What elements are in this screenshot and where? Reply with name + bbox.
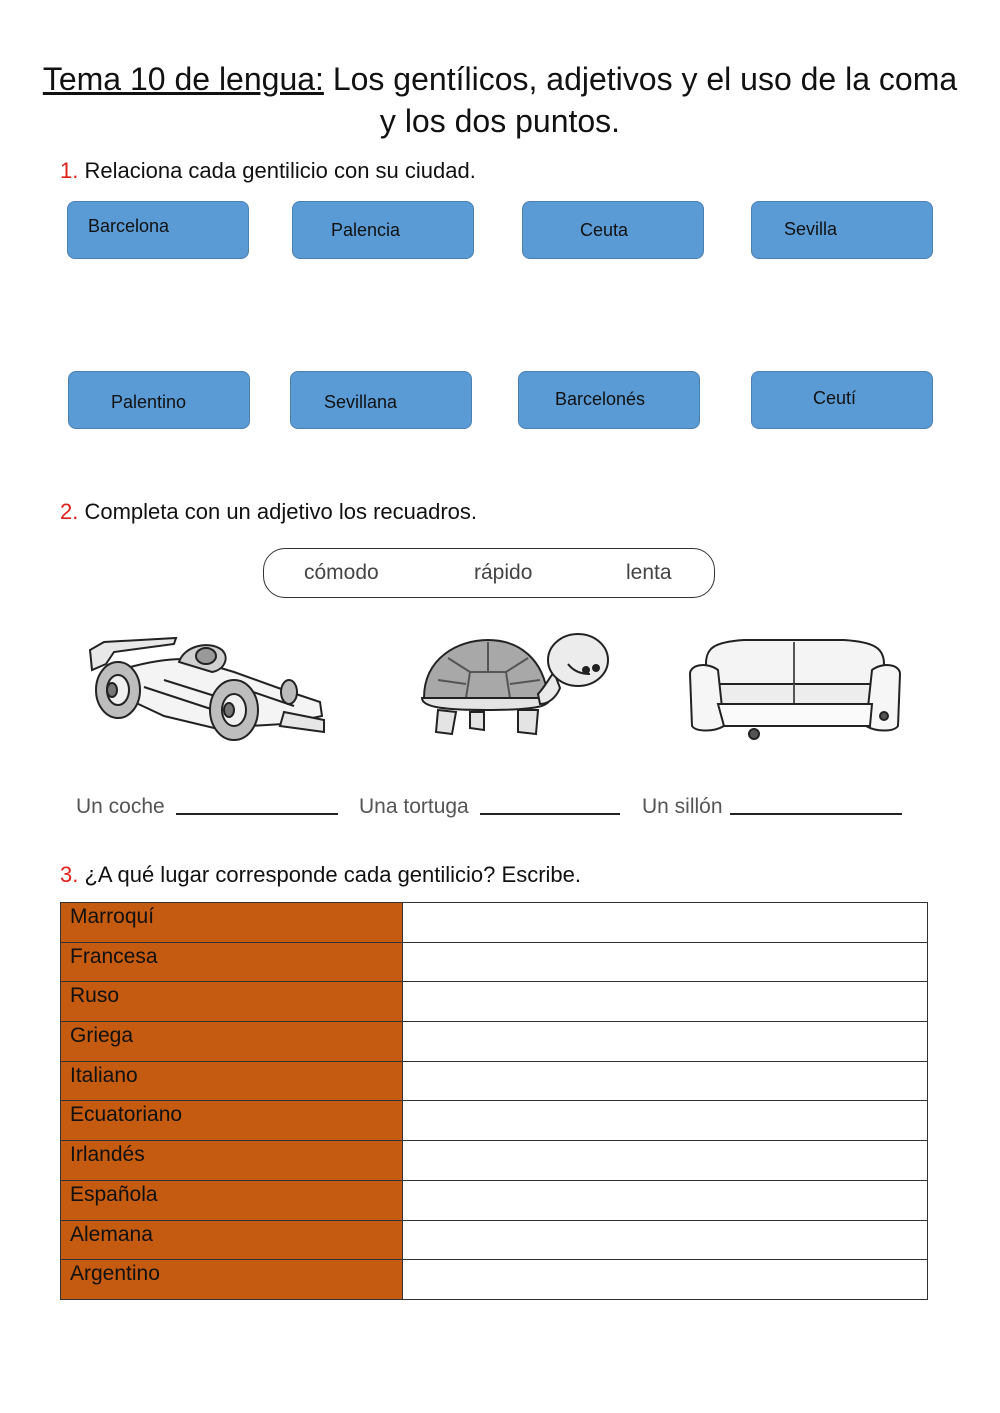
answer-line[interactable] <box>480 813 620 815</box>
table-row <box>61 1180 928 1220</box>
city-label: Ceuta <box>580 220 629 240</box>
question-3 <box>60 862 581 888</box>
gentilicio-cell: Ecuatoriano <box>61 1101 403 1141</box>
answer-cell[interactable] <box>403 903 928 943</box>
gentilicio-cell: Española <box>61 1180 403 1220</box>
answer-cell[interactable] <box>403 1061 928 1101</box>
table-row <box>61 982 928 1022</box>
answer-cell[interactable] <box>403 1022 928 1062</box>
title-topic: Tema 10 de lengua: <box>42 61 324 97</box>
answer-cell[interactable] <box>403 1180 928 1220</box>
gentilicio-cell: Marroquí <box>61 903 403 943</box>
answer-cell[interactable] <box>403 1101 928 1141</box>
gentilicio-card[interactable] <box>518 371 700 429</box>
question-1-number: 1. <box>60 158 79 183</box>
page-title <box>40 58 960 142</box>
gentilicio-cell: Ruso <box>61 982 403 1022</box>
sofa-illustration <box>684 634 906 744</box>
fill-prompt: Un coche <box>76 795 165 818</box>
table-row <box>61 1061 928 1101</box>
gentilicio-card[interactable] <box>751 371 933 429</box>
table-row <box>61 1101 928 1141</box>
city-label: Palencia <box>331 220 401 240</box>
question-3-number: 3. <box>60 862 79 887</box>
answer-line[interactable] <box>730 813 902 815</box>
city-card[interactable] <box>522 201 704 259</box>
question-2-number: 2. <box>60 499 79 524</box>
gentilicio-cell: Argentino <box>61 1260 403 1300</box>
turtle-illustration <box>418 628 614 744</box>
answer-cell[interactable] <box>403 1141 928 1181</box>
answer-cell[interactable] <box>403 1260 928 1300</box>
table-row <box>61 942 928 982</box>
question-1 <box>60 158 476 184</box>
question-3-text: ¿A qué lugar corresponde cada gentilicio? Escribe. <box>78 862 581 887</box>
gentilicio-table <box>60 902 928 1300</box>
gentilicio-cell: Italiano <box>61 1061 403 1101</box>
question-2 <box>60 499 477 525</box>
word-bank <box>263 548 715 598</box>
gentilicio-label: Ceutí <box>813 388 857 408</box>
answer-cell[interactable] <box>403 1220 928 1260</box>
city-label: Barcelona <box>88 216 170 236</box>
table-row <box>61 1220 928 1260</box>
table-row <box>61 1260 928 1300</box>
fill-prompt: Un sillón <box>642 795 723 818</box>
race-car-illustration <box>84 632 326 742</box>
gentilicio-label: Palentino <box>111 392 187 412</box>
table-row <box>61 1022 928 1062</box>
gentilicio-cell: Griega <box>61 1022 403 1062</box>
word-bank-item: rápido <box>474 561 533 584</box>
gentilicio-cell: Irlandés <box>61 1141 403 1181</box>
gentilicio-card[interactable] <box>68 371 250 429</box>
table-row <box>61 1141 928 1181</box>
city-card[interactable] <box>751 201 933 259</box>
title-text: Los gentílicos, adjetivos y el uso de la coma y los dos puntos. <box>323 61 958 139</box>
word-bank-item: cómodo <box>304 561 379 584</box>
word-bank-item: lenta <box>626 561 672 584</box>
city-card[interactable] <box>67 201 249 259</box>
gentilicio-card[interactable] <box>290 371 472 429</box>
city-card[interactable] <box>292 201 474 259</box>
answer-cell[interactable] <box>403 942 928 982</box>
table-row <box>61 903 928 943</box>
gentilicio-label: Sevillana <box>324 392 398 412</box>
gentilicio-cell: Alemana <box>61 1220 403 1260</box>
answer-cell[interactable] <box>403 982 928 1022</box>
city-label: Sevilla <box>784 219 838 239</box>
gentilicio-label: Barcelonés <box>555 389 646 409</box>
answer-line[interactable] <box>176 813 338 815</box>
gentilicio-cell: Francesa <box>61 942 403 982</box>
fill-prompt: Una tortuga <box>359 795 469 818</box>
question-1-text: Relaciona cada gentilicio con su ciudad. <box>78 158 476 183</box>
question-2-text: Completa con un adjetivo los recuadros. <box>78 499 478 524</box>
